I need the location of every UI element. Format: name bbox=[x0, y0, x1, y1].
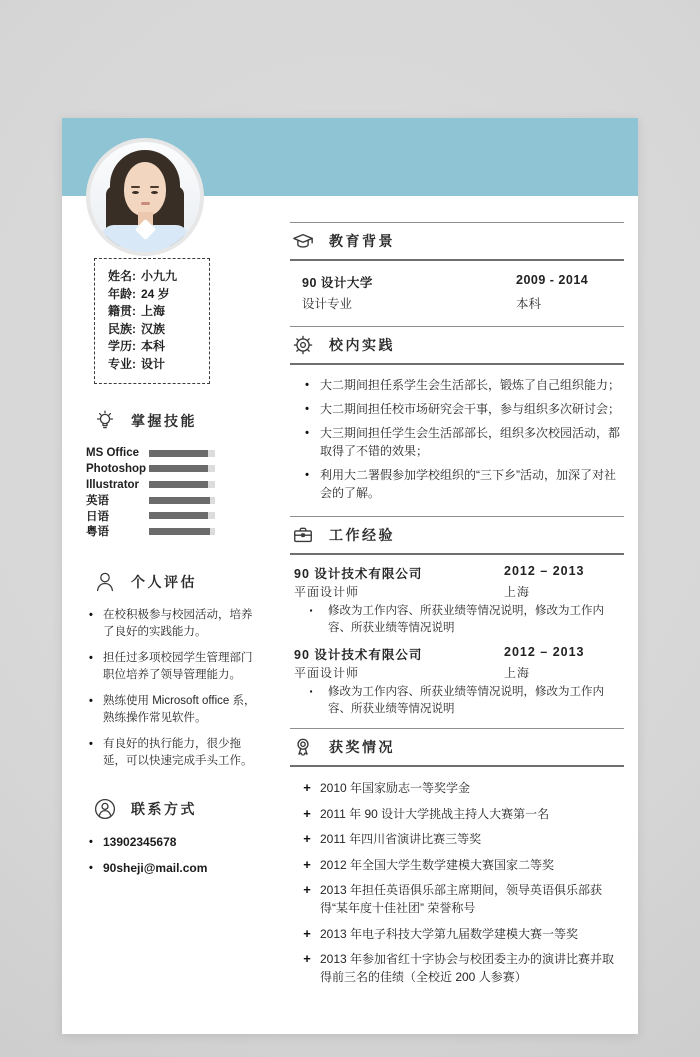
evaluation-item bbox=[86, 650, 262, 684]
skill-row bbox=[86, 446, 262, 462]
bullet-icon: + bbox=[303, 951, 311, 966]
bullet-icon: + bbox=[303, 805, 311, 821]
work-location: 上海 bbox=[504, 585, 531, 599]
work-experience-list bbox=[290, 555, 624, 728]
major-name: 设计专业 bbox=[302, 297, 353, 311]
personal-info-row bbox=[108, 321, 196, 339]
work-entry bbox=[294, 564, 624, 636]
practice-item bbox=[294, 400, 624, 418]
avatar-eye bbox=[132, 191, 139, 194]
award-item bbox=[294, 830, 624, 848]
award-item bbox=[294, 925, 624, 943]
practice-item bbox=[294, 376, 624, 394]
evaluation-item-text: 在校积极参与校园活动，培养了良好的实践能力。 bbox=[103, 609, 253, 639]
bullet-icon: + bbox=[303, 831, 311, 846]
personal-info-row bbox=[108, 356, 196, 374]
personal-info-row bbox=[108, 338, 196, 356]
medal-icon bbox=[292, 736, 314, 758]
awards-list bbox=[290, 767, 624, 986]
gear-icon bbox=[292, 334, 314, 356]
award-item-text: 2012 年全国大学生数学建模大赛国家二等奖 bbox=[320, 857, 555, 872]
bullet-icon: • bbox=[305, 427, 309, 439]
evaluation-item-text: 担任过多项校园学生管理部门职位培养了领导管理能力。 bbox=[103, 652, 253, 682]
evaluation-list bbox=[86, 607, 262, 770]
practice-item-text: 大二期间担任系学生会生活部长，锻炼了自己组织能力； bbox=[320, 378, 621, 392]
square-bullet-icon: ▪ bbox=[309, 606, 313, 615]
skill-bar-track bbox=[149, 528, 215, 535]
skill-row bbox=[86, 508, 262, 524]
practice-item-text: 大三期间担任学生会生活部部长，组织多次校园活动，都取得了不错的效果； bbox=[320, 426, 621, 458]
evaluation-item bbox=[86, 607, 262, 641]
skill-bar-fill bbox=[149, 481, 208, 488]
work-period: 2012 – 2013 bbox=[504, 564, 585, 578]
company-name: 90 设计技术有限公司 bbox=[294, 567, 423, 581]
bullet-icon: + bbox=[303, 925, 311, 941]
award-item bbox=[294, 779, 624, 797]
skill-row bbox=[86, 524, 262, 540]
work-entry bbox=[294, 645, 624, 717]
evaluation-item-text: 熟练使用 Microsoft office 系，熟练操作常见软件。 bbox=[103, 695, 256, 725]
bullet-icon: + bbox=[303, 882, 311, 897]
skill-bar-track bbox=[149, 450, 215, 457]
practice-section-title: 校内实践 bbox=[329, 337, 395, 353]
award-item-text: 2011 年 90 设计大学挑战主持人大赛第一名 bbox=[320, 806, 550, 821]
graduation-cap-icon bbox=[292, 230, 314, 252]
work-detail bbox=[294, 684, 624, 717]
info-value: 设计 bbox=[141, 356, 166, 371]
work-detail-text: 修改为工作内容、所获业绩等情况说明，修改为工作内容、所获业绩等情况说明 bbox=[328, 686, 604, 715]
avatar-mouth bbox=[141, 202, 150, 205]
avatar-brow bbox=[150, 186, 159, 188]
profile-photo bbox=[90, 142, 200, 252]
school-name: 90 设计大学 bbox=[302, 276, 373, 290]
contact-list bbox=[86, 834, 262, 877]
skill-name: Illustrator bbox=[86, 478, 140, 491]
education-section-title: 教育背景 bbox=[329, 233, 395, 249]
left-column bbox=[86, 258, 262, 886]
info-value: 汉族 bbox=[141, 321, 166, 336]
bullet-icon: • bbox=[89, 609, 93, 622]
personal-info-row bbox=[108, 303, 196, 321]
award-item-text: 2011 年四川省演讲比赛三等奖 bbox=[320, 832, 482, 846]
contact-icon bbox=[92, 796, 118, 822]
info-value: 24 岁 bbox=[141, 286, 170, 301]
work-entry-header bbox=[294, 645, 624, 681]
awards-section-header bbox=[290, 728, 624, 767]
job-title: 平面设计师 bbox=[294, 585, 360, 599]
bullet-icon: • bbox=[89, 836, 93, 849]
work-detail-text: 修改为工作内容、所获业绩等情况说明，修改为工作内容、所获业绩等情况说明 bbox=[328, 605, 604, 634]
bullet-icon: • bbox=[305, 379, 309, 391]
skill-row bbox=[86, 461, 262, 477]
skill-bar-fill bbox=[149, 465, 208, 472]
right-column bbox=[290, 118, 624, 1034]
work-entry-header bbox=[294, 564, 624, 600]
education-section-header bbox=[290, 222, 624, 261]
work-section-header bbox=[290, 516, 624, 555]
skill-bar-track bbox=[149, 512, 215, 519]
skill-bar-fill bbox=[149, 512, 208, 519]
skill-bar-fill bbox=[149, 497, 210, 504]
skills-section-title: 掌握技能 bbox=[131, 412, 197, 429]
skills-list bbox=[86, 446, 262, 540]
skill-row bbox=[86, 477, 262, 493]
info-label: 学历: bbox=[108, 339, 136, 354]
award-item bbox=[294, 950, 624, 986]
personal-info-row bbox=[108, 286, 196, 304]
bullet-icon: • bbox=[305, 403, 309, 415]
bullet-icon: + bbox=[303, 856, 311, 872]
info-label: 专业: bbox=[108, 356, 136, 371]
bullet-icon: • bbox=[305, 469, 309, 481]
award-item-text: 2013 年电子科技大学第九届数学建模大赛一等奖 bbox=[320, 926, 579, 941]
award-item bbox=[294, 805, 624, 823]
skill-name: Photoshop bbox=[86, 462, 147, 475]
award-item bbox=[294, 881, 624, 917]
evaluation-item bbox=[86, 693, 262, 727]
work-detail bbox=[294, 603, 624, 636]
skill-row bbox=[86, 492, 262, 508]
skill-name: 粤语 bbox=[86, 526, 109, 539]
personal-info-row bbox=[108, 268, 196, 286]
contact-section-header bbox=[92, 796, 262, 822]
degree-name: 本科 bbox=[516, 297, 542, 311]
bullet-icon: • bbox=[89, 695, 93, 708]
personal-info-box bbox=[94, 258, 210, 384]
bullet-icon: • bbox=[89, 738, 93, 751]
avatar-face bbox=[124, 162, 166, 216]
info-label: 籍贯: bbox=[108, 304, 136, 319]
award-item-text: 2013 年参加省红十字协会与校团委主办的演讲比赛并取得前三名的佳绩（全校近 200 人参赛） bbox=[320, 952, 615, 984]
practice-section-header bbox=[290, 326, 624, 365]
contact-item-text: 90sheji@mail.com bbox=[103, 861, 208, 876]
info-value: 小九九 bbox=[141, 269, 178, 283]
evaluation-item-text: 有良好的执行能力，很少拖延，可以快速完成手头工作。 bbox=[103, 738, 253, 768]
briefcase-icon bbox=[292, 524, 314, 546]
skill-bar-fill bbox=[149, 528, 210, 535]
skill-bar-track bbox=[149, 481, 215, 488]
practice-item-text: 利用大二署假参加学校组织的“三下乡”活动，加深了对社会的了解。 bbox=[320, 468, 616, 500]
evaluation-section-header bbox=[92, 569, 262, 595]
resume-card bbox=[62, 118, 638, 1034]
skill-bar-track bbox=[149, 465, 215, 472]
practice-list bbox=[290, 365, 624, 516]
bullet-icon: • bbox=[89, 652, 93, 665]
profile-photo-ring bbox=[86, 138, 204, 256]
info-value: 本科 bbox=[141, 339, 166, 354]
bullet-icon: + bbox=[303, 780, 311, 795]
contact-item bbox=[86, 860, 262, 877]
info-label: 年龄: bbox=[108, 286, 136, 301]
skill-name: 英语 bbox=[86, 495, 109, 508]
work-period: 2012 – 2013 bbox=[504, 645, 585, 659]
education-period: 2009 - 2014 bbox=[516, 273, 589, 287]
evaluation-item bbox=[86, 736, 262, 770]
contact-item bbox=[86, 834, 262, 851]
award-item-text: 2013 年担任英语俱乐部主席期间，领导英语俱乐部获得“某年度十佳社团” 荣誉称号 bbox=[320, 883, 603, 915]
practice-item bbox=[294, 424, 624, 460]
skill-bar-track bbox=[149, 497, 215, 504]
person-icon bbox=[92, 569, 118, 595]
info-value: 上海 bbox=[141, 304, 166, 319]
award-item-text: 2010 年国家励志一等奖学金 bbox=[320, 781, 471, 795]
company-name: 90 设计技术有限公司 bbox=[294, 648, 423, 662]
bullet-icon: • bbox=[89, 862, 93, 875]
avatar-eye bbox=[151, 191, 158, 194]
contact-item-text: 13902345678 bbox=[103, 835, 177, 850]
work-section-title: 工作经验 bbox=[329, 527, 395, 543]
education-content bbox=[290, 261, 624, 326]
skill-name: 日语 bbox=[86, 510, 109, 523]
lightbulb-icon bbox=[92, 408, 118, 434]
award-item bbox=[294, 856, 624, 874]
info-label: 姓名: bbox=[108, 269, 136, 283]
practice-item bbox=[294, 466, 624, 502]
avatar-brow bbox=[131, 186, 140, 188]
square-bullet-icon: ▪ bbox=[309, 687, 313, 696]
job-title: 平面设计师 bbox=[294, 666, 360, 680]
contact-section-title: 联系方式 bbox=[131, 801, 197, 818]
work-location: 上海 bbox=[504, 666, 531, 680]
skills-section-header bbox=[92, 408, 262, 434]
info-label: 民族: bbox=[108, 321, 136, 336]
awards-section-title: 获奖情况 bbox=[329, 739, 395, 755]
skill-name: MS Office bbox=[86, 447, 140, 460]
practice-item-text: 大二期间担任校市场研究会干事，参与组织多次研讨会； bbox=[320, 402, 621, 416]
evaluation-section-title: 个人评估 bbox=[131, 574, 197, 591]
skill-bar-fill bbox=[149, 450, 208, 457]
